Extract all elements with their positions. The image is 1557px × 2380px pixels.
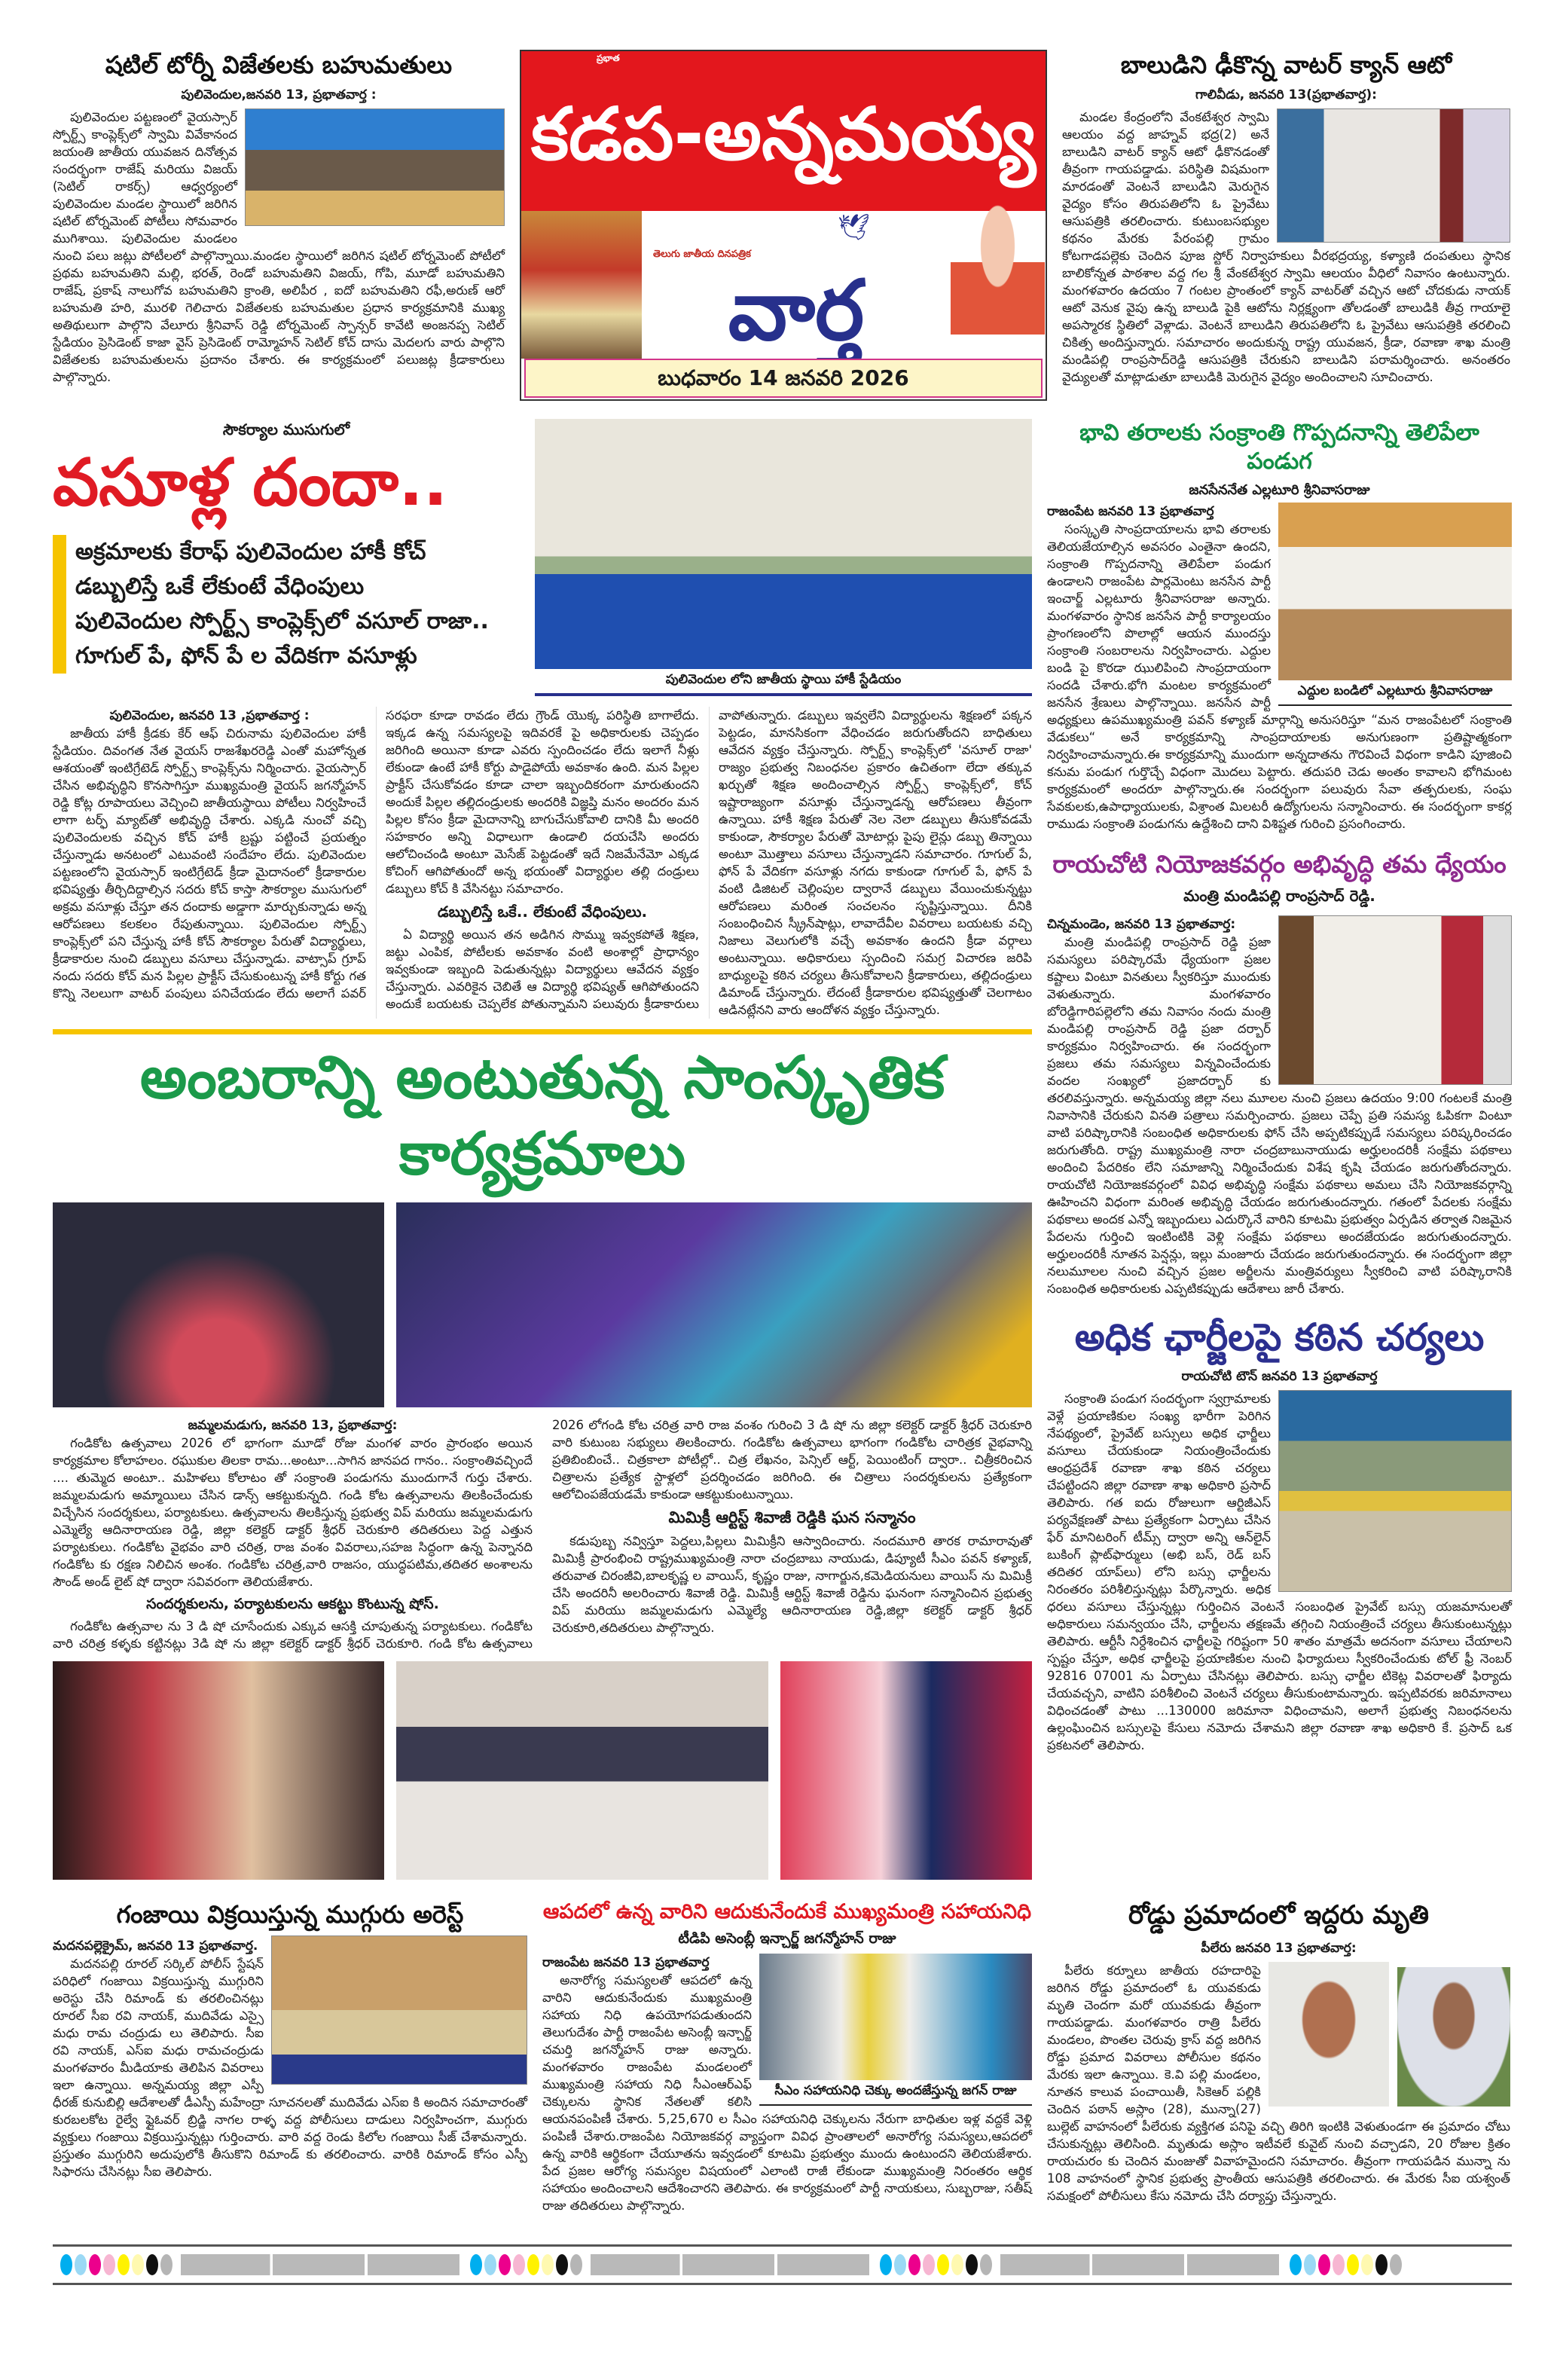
color-swatch-black [556,2254,568,2275]
color-swatch-gray [980,2254,992,2275]
dateline: పులివెందుల, జనవరి 13 ,ప్రభాతవార్త : [109,708,310,723]
mimicry-artist-photo [780,1661,1032,1880]
article-body: సంక్రాంతి పండుగ సందర్భంగా స్వగ్రామాలకు వెళ్లే ప్రయాణికుల సంఖ్య భారీగా పెరిగిన నేపథ్యంలో, ప్రైవేట్ బస్సులు అధిక ఛార్జీలు వసూలు చేయకుండా నియంత్రించేందుకు ఆంధ్రప్రదేశ్ రవాణా శాఖ కఠిన చర్యలు చేపట్టిందని జిల్లా రవాణా శాఖ అధికారి ప్రసాద్ తెలిపారు. గత ఐదు రోజులుగా ఆర్టిజీఎస్ పర్యవేక్షణతో పాటు ప్రత్యేకంగా ఏర్పాటు చేసిన ఫేర్ మానిటరింగ్ టీమ్స్ ద్వారా అన్ని ఆన్‌లైన్ బుకింగ్ ప్లాట్‌ఫార్ములు (అభి బస్, రెడ్ బస్ తదితర యాప్‌లు) లోని బస్సు ఛార్జీలను నిరంతరం పరిశీలిస్తున్నట్లు పేర్కొన్నారు. అధిక ధరలు వసూలు చేస్తున్నట్లు గుర్తించిన వెంటనే సంబంధిత ప్రైవేట్ బస్సు యజమానులతో అధికారులు సమన్వయం చేసి, ఛార్జీలను తక్షణమే తగ్గించి నియంత్రించే చర్యలు తీసుకుంటున్నట్లు తెలిపారు. ఆర్టీసీ నిర్దేశించిన ఛార్జీలపై గరిష్టంగా 50 శాతం మాత్రమే అదనంగా వసూలు చేయాలని స్పష్టం చేస్తూ, అధిక ఛార్జీలపై ప్రయాణికుల నుంచి ఫిర్యాదులు స్వీకరించేందుకు టోల్ ఫ్రీ నెంబర్ 92816 07001 ను ఏర్పాటు చేసినట్లు తెలిపారు. బస్సు ఛార్జీల టికెట్ల వివరాలతో ఫిర్యాదు చేయవచ్చని, వాటిని పరిశీలించి వెంటనే చర్యలు తీసుకుంటామన్నారు. ఇప్పటివరకు జరిమానాలు విధించడంతో పాటు ...130000 జరిమానా విధించామని, అలాగే ప్రభుత్వ నిబంధనలను ఉల్లంఘించిన బస్సులపై కేసులు నమోదు చేశామని జిల్లా రవాణా శాఖ అధికారి కే. ప్రసాద్ ఒక ప్రకటనలో తెలిపారు. [1047,1391,1512,1752]
color-swatch-magenta [1318,2254,1330,2275]
injured-photo [1397,1967,1510,2107]
cultural-photos-row-2 [53,1661,1032,1880]
article-body: మదనపల్లి రూరల్ సర్కిల్ పోలీస్ స్టేషన్ పరిధిలో గంజాయి విక్రయిస్తున్న ముగ్గురిని అరెస్టు చేసి రిమాండ్ కు తరలించినట్లు రూరల్ సీఐ రవి నాయక్, ముదివేడు ఎస్సై మధు రామ చంద్రుడు లు తెలిపారు. సీఐ రవి నాయక్, ఎస్ఐ మధు రామచంద్రుడు మంగళవారం మీడియాకు తెలిపిన వివరాలు ఇలా ఉన్నాయి. అన్నమయ్య జిల్లా ఎస్పీ ధీరజ్ కునుబిల్లి ఆదేశాలతో డీఎస్పీ మహేంద్రా సూచనలతో ముదివేడు ఎస్ఐ కి అందిన సమాచారంతో కురబలకోట రైల్వే ఫ్లైఓవర్ బ్రిడ్జి నాగల రాళ్ళ వద్ద పోలీసులు దాడులు నిర్వహించగా, ముగ్గురు వ్యక్తులు గంజాయి విక్రయిస్తున్నట్లు గుర్తించారు. వారి వద్ద రెండు కిలోల గంజాయి సీజ్ చేశామన్నారు. ప్రస్తుతం ముగ్గురిని అదుపులోకి తీసుకొని రిమాండ్ కు తరలించారు. వారికి రిమాండ్ కోసం ఎస్పీ సిఫారసు చేసినట్లు సీఐ తెలిపారు. [53,1957,527,2180]
article-accident [1047,1899,1510,2204]
color-swatch-magenta [89,2254,101,2275]
dancers-photo [396,1202,1032,1407]
color-swatch-magenta [908,2254,920,2275]
headline: రోడ్డు ప్రమాదంలో ఇద్దరు మృతి [1128,1900,1429,1931]
article-cmrf [542,1899,1032,2214]
cheque-distribution-photo [759,1954,1032,2080]
highlight-item: డబ్బులిస్తే ఒకే లేకుంటే వేధింపులు [75,573,365,600]
kicker: సౌకర్యాల ముసుగులో [222,420,350,438]
color-swatch-yellow [1347,2254,1359,2275]
photo-block [1268,1962,1510,2110]
highlights-list [53,535,520,674]
dateline: గాలివీడు, జనవరి 13(ప్రభాతవార్త): [1195,87,1377,102]
article-body: పీలేరు కర్నూలు జాతీయ రహదారిపై జరిగిన రోడ్డు ప్రమాదంలో ఓ యువకుడు మృతి చెందగా మరో యువకుడు తీవ్రంగా గాయపడ్డాడు. మంగళవారం రాత్రి పీలేరు మండలం, పొంతల చెరువు క్రాస్ వద్ద జరిగిన రోడ్డు ప్రమాద వివరాలు పోలీసుల కథనం మేరకు ఇలా ఉన్నాయి. కె.వి పల్లి మండలం, నూతన కాలువ పంచాయితీ, సికెఆర్ పల్లికి చెందిన పఠాన్ అస్లాం (28), మున్నా(27) బుల్లెట్ వాహనంలో పీలేరుకు వ్యక్తిగత పనిపై వచ్చి తిరిగి ఇంటికి వెళుతుండగా ఈ ప్రమాదం చోటు చేసుకున్నట్లు తెలిసింది. మృతుడు అస్లాం ఇటీవలే కువైట్ నుంచి వచ్చాడని, 20 రోజుల క్రితం రాయచురం కు చెందిన మంజుతో వివాహమైందని సమాచారం. తీవ్రంగా గాయపడిన మున్నా ను 108 వాహనంలో స్థానిక ప్రభుత్వ ప్రాంతీయ ఆసుపత్రికి తరలించారు. ఈ మేరకు సీఐ యశ్వంత్ సమక్షంలో పోలీసులు కేసు నమోదు చేసి దర్యాప్తు చేస్తున్నారు. [1047,1963,1510,2203]
transport-officials-photo [1278,1390,1512,1592]
tagline: తెలుగు జాతీయ దినపత్రిక [653,249,751,260]
vasool-headline-block [53,419,520,674]
stadium-photo-block [535,419,1032,696]
color-swatch-pink [923,2254,935,2275]
masthead-title: కడప-అన్నమయ్య [531,92,1036,176]
bullock-cart-photo [1278,503,1512,680]
color-swatch-yellow [118,2254,130,2275]
registration-swatches [60,2257,1404,2272]
section-subhead: సందర్శకులను, పర్యాటకులను ఆకట్టు కొంటున్న షోస్. [146,1595,439,1612]
gray-scale-bar [591,2254,869,2275]
deity-image [521,211,642,359]
article-sankranti [1047,419,1512,833]
police-arrest-photo [271,1935,527,2085]
article-shuttle [53,50,505,386]
article-ganja [53,1899,527,2180]
masthead [520,50,1047,401]
dateline: చిన్నమండెం, జనవరి 13 ప్రభాతవార్త: [1047,917,1236,932]
color-swatch-black [1375,2254,1388,2275]
subhead: మంత్రి మండిపల్లి రాంప్రసాద్ రెడ్డి. [1183,887,1375,905]
headline: గంజాయి విక్రయిస్తున్న ముగ్గురు అరెస్ట్ [116,1900,464,1929]
color-swatch-cyan [60,2254,72,2275]
divider [53,1029,1032,1034]
color-swatch-yellow [937,2254,949,2275]
color-swatch-black [146,2254,158,2275]
cultural-headline: అంబరాన్ని అంటుతున్న సాంస్కృతిక కార్యక్రమాలు [139,1044,945,1189]
color-swatch-light-yellow [542,2254,554,2275]
color-swatch-cyan [1290,2254,1302,2275]
main-column [53,419,1032,1880]
article-body: గండికోట ఉత్సవాల ను 3 డి షో చూసేందుకు ఎక్కువ ఆసక్తి చూపుతున్న పర్యాటకులు. గండికోట వారి చరిత్ర కళ్ళకు కట్టినట్లు 3డి షో ను జిల్లా కలెక్టర్ డాక్టర్ శ్రీధర్ చెరుకూరి. గండి కోట ఉత్సవాలు 2026 లోగండి కోట చరిత్ర వారి రాజ వంశం గురించి 3 డి షో ను జిల్లా కలెక్టర్ డాక్టర్ శ్రీధర్ చెరుకూరి వారి కుటుంబ సభ్యులు తిలకించారు. గండికోట ఉత్సవాలు భాగంగా గండికోట చారిత్రక వైభవాన్ని ప్రతిబింబించే.. చిత్రకాలా పోటీల్లో.. చిత్ర లేఖనం, పెన్సిల్ ఆర్ట్, పెయింటింగ్ ద్వారా.. చిత్రీకరించిన చిత్రాలను ప్రత్యేక స్టాళ్లలో ప్రదర్శించడం జరిగింది. ఈ చిత్రాలు సందర్శకులను ప్రత్యేకంగా ఆలోచింపజేయడమే కాకుండా ఆకట్టుకుంటున్నాయి. [53,1417,1032,1651]
color-registration-bar [53,2244,1512,2285]
color-swatch-gray [160,2254,172,2275]
color-swatch-magenta [499,2254,511,2275]
color-swatch-yellow [527,2254,539,2275]
headline: రాయచోటి నియోజకవర్గం అభివృద్ధి తమ ధ్యేయం [1052,850,1507,878]
dateline: రాయచోటి టౌన్ జనవరి 13 ప్రభాతవార్త [1181,1368,1378,1384]
dateline: మదనపల్లెక్రైమ్, జనవరి 13 ప్రభాతవార్త. [53,1939,258,1954]
praja-darbar-photo [1278,915,1512,1085]
hospital-photo [1277,108,1510,243]
photo-caption: ఎద్దుల బండిలో ఎల్లటూరు శ్రీనివాసరాజు [1278,680,1512,706]
color-swatch-pink [1333,2254,1345,2275]
article-body: పులివెందుల పట్టణంలో వైయస్సార్ స్పోర్ట్స్ కాంప్లెక్స్‌లో స్వామి వివేకానంద జయంతి జాతీయ యువజన దినోత్సవ సందర్భంగా రాజేష్ మరియు విజయ్ (సెటిల్ రాకర్స్) ఆధ్వర్యంలో పులివెందుల మండల స్థాయిలో జరిగిన షటిల్ టోర్నమెంట్ పోటీలు సోమవారం ముగిశాయి. పులివెందుల మండలం నుంచి పలు జట్లు పోటీలలో పాల్గొన్నాయి.మండల స్థాయిలో జరిగిన షటిల్ టోర్నమెంట్ పోటీలో ప్రథమ బహుమతిని మల్లి, భరత్, రెండో బహుమతిని విజయ్, గోపి, మూడో బహుమతిని రాజేష్, ప్రకాష్ నాలుగోవ బహుమతిని క్రాంతి, అలిపీర , ఐదో బహుమతిని రఫీ,అరుణ్ ఆరో బహుమతి హరి, మురళి గెలిచారు విజేతలకు బహుమతుల ప్రధాన కార్యక్రమానికి ముఖ్య అతిథులుగా పాల్గొని వేలూరు శ్రీనివాస్ రెడ్డి టోర్నమెంట్ స్పాన్సర్ కావేటి అంజనప్ప సెటిల్ స్టేడియం ప్రెసిడెంట్ కాజా వైస్ ప్రెసిడెంట్ రామ్మోహన్ సెటిల్ కోచ్ దాసు మెదలగు వారు పాల్గొని విజేతలకు బహుమతులను ప్రదానం చేశారు. ఈ కార్యక్రమంలో పలుజట్ల క్రీడాకారులు పాల్గొన్నారు. [53,110,505,384]
article-body: మండల కేంద్రంలోని వేంకటేశ్వర స్వామి ఆలయం వద్ద జాహ్నవ్ భద్ర(2) అనే బాలుడిని వాటర్ క్యాన్ ఆటో ఢీకొనడంతో తీవ్రంగా గాయపడ్డాడు. పరిస్థితి విషమంగా మారడంతో వెంటనే బాలుడిని మెరుగైన వైద్యం కోసం తిరుపతిలోని ఓ ప్రైవేటు ఆసుపత్రికి తరలించారు. కుటుంబసభ్యుల కథనం మేరకు పేరంపల్లి గ్రామం కోటగాడపల్లెకు చెందిన పూజ స్టోర్ నిర్వాహకులు వీరభద్రయ్య, కళ్యాణి దంపతులు స్థానిక బాలికోన్నత పాఠశాల వద్ద గల శ్రీ వేంకటేశ్వర స్వామి ఆలయం వీధిలో నివాసం ఉంటున్నారు. మంగళవారం ఉదయం 7 గంటల ప్రాంతంలో క్యాన్ వాటర్‌తో వచ్చిన ఆటో చోదకుడు నాయక్ ఆటో వెనుక వైపు ఉన్న బాలుడి పైకి ఆటోను నిర్లక్ష్యంగా తోలడంతో బాలుడికి తీవ్ర గాయాలై అపస్మారక స్థితిలో వెళ్లాడు. వెంటనే బాలుడిని తిరుపతిలోని ఓ ప్రైవేటు ఆసుపత్రికి తరలించి చికిత్స అందిస్తున్నారు. సమాచారం అందుకున్న రాష్ట్ర యువజన, క్రీడా, రవాణా శాఖ మంత్రి మండిపల్లి రాంప్రసాద్‌రెడ్డి ఆసుపత్రికి చేరుకుని బాలుడిని పరామర్శించారు. అనంతరం వైద్యులతో మాట్లాడుతూ బాలుడికి మెరుగైన వైద్యం అందించాలని సూచించారు. [1062,110,1510,384]
bottom-row [53,1899,1512,2214]
main-headline: వసూళ్ల దందా.. [53,445,448,521]
article-body: ఏ విద్యార్థి అయిన తన అడిగిన సొమ్ము ఇవ్వకపోతే శిక్షణ, జట్టు ఎంపిక, పోటీలకు అవకాశం వంటి అంశాల్లో ప్రాధాన్యం ఇవ్వకుండా ఇబ్బంది పెడుతున్నట్లు విద్యార్థులు ఆవేదన వ్యక్తం చేస్తున్నారు. ఎవరికైన చెబితే ఆ విద్యార్థి భవిష్యత్ ఆగిపోతుందని అందుకే బయటకు చెప్పలేక పోతున్నామని పలువురు క్రీడాకారులు వాపోతున్నారు. డబ్బులు ఇవ్వలేని విద్యార్థులను శిక్షణలో పక్కన పెట్టడం, మానసికంగా వేధించడం జరుగుతోందని బాధితులు ఆవేదన వ్యక్తం చేస్తున్నారు. స్పోర్ట్స్ కాంప్లెక్స్‌లో 'వసూల్ రాజా' రాజ్యం ప్రభుత్వ నిబంధనల ప్రకారం ఉచితంగా లేదా తక్కువ ఖర్చుతో శిక్షణ అందించాల్సిన స్పోర్ట్స్ కాంప్లెక్స్‌లో, కోచ్ ఇష్టారాజ్యంగా వసూళ్లు చేస్తున్నాడన్న ఆరోపణలు తీవ్రంగా ఉన్నాయి. హాకీ శిక్షణ పేరుతో నెల నెలా డబ్బులు తీసుకోవడమే కాకుండా, సౌకర్యాల పేరుతో మోటార్లు పైపు లైన్లు డబ్బు తిన్నాయి అంటూ మొత్తాలు వసూలు చేస్తున్నాడని సమాచారం. గూగుల్ పే, ఫోన్ పే వేదికగా వసూళ్లు నగదు కాకుండా గూగుల్ పే, ఫోన్ పే వంటి డిజిటల్ చెల్లింపుల ద్వారానే డబ్బులు వేయించుకున్నట్టు ఆరోపణలు మరింత సంచలనం సృష్టిస్తున్నాయి. దీనికి సంబంధించిన స్క్రీన్‌షాట్లు, లావాదేవీల వివరాలు బయటకు వచ్చి నిజాలు వెలుగులోకి వచ్చే అవకాశం ఉందని క్రీడా వర్గాలు అంటున్నాయి. అధికారులు స్పందించి సమగ్ర విచారణ జరిపి బాధ్యులపై కఠిన చర్యలు తీసుకోవాలని క్రీడాకారులు, తల్లిదండ్రులు డిమాండ్ చేస్తున్నారు. లేదంటే క్రీడాకారుల భవిష్యత్తుతో చెలగాటం ఆడినట్లేనని వారు ఆందోళన వ్యక్తం చేస్తున్నారు. [386,708,1032,1017]
headline: బాలుడిని ఢీకొన్న వాటర్ క్యాన్ ఆటో [1120,50,1452,79]
article-auto [1062,50,1510,386]
color-swatch-cyan [470,2254,482,2275]
photo-block [759,1954,1032,2106]
cultural-photos-row-1 [53,1202,1032,1407]
hockey-stadium-photo [535,419,1032,669]
dateline: పీలేరు జనవరి 13 ప్రభాతవార్త: [1201,1940,1357,1956]
section-subhead: మిమిక్రీ ఆర్టిస్ట్ శివాజీ రెడ్డికి ఘన సన్మానం [668,1508,916,1526]
article-body: సంస్కృతి సాంప్రదాయాలను భావి తరాలకు తెలియజేయాల్సిన అవసరం ఎంతైనా ఉందని, సంక్రాంతి గొప్పదనాన్ని తెలిపేలా పండుగ ఉండాలని రాజంపేట పార్లమెంటు జనసేన పార్టీ ఇంచార్జ్ ఎల్లటూరు శ్రీనివాసరాజు అన్నారు. మంగళవారం స్థానిక జనసేన పార్టీ కార్యాలయం ప్రాంగణంలోని పొలాల్లో ఆయన ముందస్తు సంక్రాంతి సంబరాలను నిర్వహించారు. ఎద్దుల బండి పై కొరడా ఝులిపించి సాంప్రదాయంగా సందడి చేశారు.భోగి మంటల కార్యక్రమంలో జనసేన శ్రేణులు పాల్గొన్నాయి. జనసేన పార్టీ అధ్యక్షులు ఉపముఖ్యమంత్రి పవన్ కళ్యాణ్ మార్గాన్ని అనుసరిస్తూ “మన రాజంపేటలో సంక్రాంతి వేడుకలు“ అనే కార్యక్రమాన్ని సాంప్రదాయాలకు అనుగుణంగా ప్రతిష్టాత్మకంగా నిర్వహించామన్నారు.ఈ కార్యక్రమాన్ని ముందుగా అన్నదాతను గౌరవించే విధంగా కాడిని పూజించి కనుమ పండుగ గుర్తొచ్చే విధంగా మొదలు పెట్టారు. తదుపరి చెడు అంతం కావాలని భోగిమంట కార్యక్రమంలో అందరూ పాల్గొన్నారు.ఈ సందర్భంగా పలువురు సేవా తత్పరులకు, సంఘ సేవకులకు,ఉపాధ్యాయులకు, విశ్రాంత మిలటరీ ఉద్యోగులను సన్మానించారు. ఈ సందర్భంగా కాకర్ల రాముడు సంక్రాంతి పండుగను ఉద్దేశించి దాని విశిష్టత గురించి ప్రసంగించారు. [1047,522,1512,831]
dateline: పులివెందుల,జనవరి 13, ప్రభాతవార్త : [181,87,377,102]
article-body-cultural [53,1416,1032,1653]
highlight-item: అక్రమాలకు కేరాఫ్ పులివెందుల హాకీ కోచ్ [75,538,426,565]
color-swatch-pink [103,2254,115,2275]
victim-photo [1268,1962,1389,2107]
dove-icon: 🕊 [838,212,871,243]
middle-row [53,419,1512,1880]
vasool-top [53,419,1032,696]
article-body: మంత్రి మండిపల్లి రాంప్రసాద్ రెడ్డి ప్రజా సమస్యలు పరిష్కారమే ధ్యేయంగా ప్రజల కష్టాలు వింటూ వినతులు స్వీకరిస్తూ ముందుకు వెళుతున్నారు. మంగళవారం బోరెడ్డిగారిపల్లెలోని తమ నివాసం నందు మంత్రి మండిపల్లి రాంప్రసాద్ రెడ్డి ప్రజా దర్బార్ కార్యక్రమం నిర్వహించారు. ఈ సందర్భంగా ప్రజలు తమ సమస్యలు విన్నవించేందుకు వందల సంఖ్యలో ప్రజాదర్బార్ కు తరలివస్తున్నారు. అన్నమయ్య జిల్లా నలు మూలల నుంచి ప్రజలు ఉదయం 9:00 గంటలకే మంత్రి నివాసానికి చేరుకుని వినతి పత్రాలు సమర్పించారు. ప్రజలు చెప్పే ప్రతి సమస్య ఓపికగా వింటూ వాటి పరిష్కారానికి సంబంధిత అధికారులకు ఫోన్ చేసి అప్పటికప్పుడే సమస్యలు పరిష్కరించడం జరుగుతోంది. రాష్ట్ర ముఖ్యమంత్రి నారా చంద్రబాబునాయుడు అర్హులందరికీ సంక్షేమ పథకాలు అందించి పేదరికం లేని సమాజాన్ని నిర్మించేందుకు విశేష కృషి చేయడం జరుగుతోందన్నారు. రాయచోటి నియోజకవర్గంలో వివిధ అభివృద్ధి సంక్షేమ పథకాలు అమలు చేసి నియోజకవర్గాన్ని ఊహించని విధంగా మరింత అభివృద్ధి చేయడం జరుగుతుందన్నారు. గతంలో పేదలకు సంక్షేమ పథకాలు అందక ఎన్నో ఇబ్బందులు ఎదుర్కొనే వారిని కూటమి ప్రభుత్వం ఏర్పడిన తర్వాత నిజమైన పేదలను గుర్తించి ఇంటింటికి వెళ్లి సంక్షేమ పథకాలు అందజేయడం జరుగుతుందన్నారు. అర్హులందరికీ నూతన పెన్షన్లు, ఇల్లు మంజూరు చేయడం జరుగుతుందన్నారు. ఈ సందర్భంగా జిల్లా నలుమూలల నుంచి వచ్చిన ప్రజల అర్జీలను మంత్రివర్యులు స్వీకరించి వాటి పరిష్కారానికి సంబంధిత అధికారులకు ఎప్పటికప్పుడు ఆదేశాలు జారీ చేశారు. [1047,935,1512,1296]
logo-small-text: ప్రభాత [597,53,620,63]
article-body: అనారోగ్య సమస్యలతో ఆపదలో ఉన్న వారిని ఆదుకునేందుకు ముఖ్యమంత్రి సహాయ నిధి ఉపయోగపడుతుందని తెలుగుదేశం పార్టీ రాజంపేట అసెంబ్లీ ఇన్చార్జ్ చమర్తి జగన్మోహన్ రాజు అన్నారు. మంగళవారం రాజంపేట మండలంలో ముఖ్యమంత్రి సహాయ నిధి సీఎంఆర్ఎఫ్ చెక్కులను స్థానిక నేతలతో కలిసి ఆయనపంపిణీ చేశారు. 5,25,670 ల సీఎం సహాయనిధి చెక్కులను నేరుగా బాధితుల ఇళ్ల వద్దకే వెళ్లి పంపిణీ చేశారు.రాజంపేట నియోజకవర్గ వ్యాప్తంగా వివిధ ప్రాంతాలలో అనారోగ్య సమస్యలు,ఆపదలో ఉన్న వారికి ఆర్థికంగా చేయూతను ఇవ్వడంలో కూటమి ప్రభుత్వం ముందు ఉంటుందని తెలియజేశారు. పేద ప్రజల ఆరోగ్య సమస్యల విషయంలో ఎలాంటి రాజీ లేకుండా ముఖ్యమంత్రి నిరంతరం ఆర్థిక సహాయం అందించాలని ఆదేశించారని తెలిపారు. ఈ కార్యక్రమంలో పార్టీ నాయకులు, సుబ్బరాజు, సతీష్ రాజు తదితరులు పాల్గొన్నారు. [542,1973,1032,2213]
dignitaries-photo [396,1661,768,1880]
article-body-vasool [53,707,1032,1019]
color-swatch-gray [1390,2254,1402,2275]
color-swatch-pink [513,2254,525,2275]
gray-scale-bar [181,2254,459,2275]
color-swatch-light-cyan [894,2254,906,2275]
highlight-item: గూగుల్ పే, ఫోన్ పే ల వేదికగా వసూళ్లు [75,642,417,669]
dateline: జమ్మలమడుగు, జనవరి 13, ప్రభాతవార్త: [188,1417,398,1433]
color-swatch-light-cyan [75,2254,87,2275]
photo-block [1278,503,1512,706]
photo-caption: సీఎం సహాయనిధి చెక్కు అందజేస్తున్న జగన్ రాజు [759,2080,1032,2106]
folk-dance-photo [53,1661,384,1880]
night-crowd-photo [53,1202,384,1407]
subhead: జనసేననేత ఎల్లటూరి శ్రీనివాసరాజు [1189,482,1370,498]
section-subhead: డబ్బులిస్తే ఒకే.. లేకుంటే వేధింపులు. [437,903,648,921]
color-swatch-light-cyan [484,2254,496,2275]
headline: ఆపదలో ఉన్న వారిని ఆదుకునేందుకే ముఖ్యమంత్రి సహాయనిధి [542,1900,1032,1924]
right-sidebar [1047,419,1512,1754]
photo-caption: పులివెందుల లోని జాతీయ స్థాయి హాకీ స్టేడియం [535,669,1032,696]
masthead-name: వార్త [728,262,865,359]
color-swatch-light-yellow [951,2254,963,2275]
color-swatch-light-yellow [1361,2254,1373,2275]
dateline: రాజంపేట జనవరి 13 ప్రభాతవార్త [542,1955,710,1971]
article-body: కడుపుబ్బ నవ్విస్తూ పెద్దలు,పిల్లలు మిమిక్రీని ఆస్వాదించారు. నందమూరి తారక రామారావుతో మిమిక్రీ ప్రారంభించి రాష్ట్రముఖ్యమంత్రి నారా చంద్రబాబు నాయుడు, డిప్యూటీ సీఎం పవన్ కళ్యాణ్, తరువాత చిరంజీవి,బాలకృష్ణ ల వాయిస్, కృష్ణం రాజు, నాగార్జున,కమెడియనులు వాయిస్ ను మిమిక్రీ చేసి అందరినీ అలరించారు శివాజీ రెడ్డి. మిమిక్రీ ఆర్టిస్ట్ శివాజీ రెడ్డిను ఘనంగా సన్మానించిన ప్రభుత్వ విప్ మరియు జమ్మలమడుగు ఎమ్మెల్యే ఆదినారాయణ రెడ్డి,జిల్లా కలెక్టర్ డాక్టర్ శ్రీధర్ చెరుకూరి,తదితరులు పాల్గొన్నారు. [552,1534,1032,1636]
dateline: రాజంపేట జనవరి 13 ప్రభాతవార్త [1047,504,1214,519]
article-rayachoti [1047,849,1512,1297]
top-row [53,50,1512,401]
annamayya-figure-image [951,198,1045,359]
headline: భావి తరాలకు సంక్రాంతి గొప్పదనాన్ని తెలిపేలా పండుగ [1079,420,1479,475]
headline: షటిల్ టోర్నీ విజేతలకు బహుమతులు [105,50,453,79]
article-body: జాతీయ హాకీ క్రీడకు కేర్ ఆఫ్ చిరునామ పులివెందుల హాకీ స్టేడియం. దివంగత నేత వైయస్ రాజశేఖరరెడ్డి ఎంతో మహోన్నత ఆశయంతో ఇంటిగ్రేటెడ్ స్పోర్ట్స్ కాంప్లెక్స్‌ను నిర్మించారు. వైయస్సార్ చేసిన అభివృద్ధిని కొనసాగిస్తూ ముఖ్యమంత్రి వైయస్ జగన్మోహన్ రెడ్డి కోట్ల రూపాయలు వెచ్చించి జాతీయస్థాయి పోటీలు నిర్వహించే లాగా టర్ఫ్ మ్యాట్‌తో అభివృద్ధి చేశారు. ఎక్కడి నుంచో వచ్చి పులివెందులకు వచ్చిన కోచ్ హాకీ బ్రష్టు పట్టించే ప్రయత్నం చేస్తున్నాడు అనటంలో ఎటువంటి సందేహం లేదు. పులివెందుల పట్టణంలోని వైయస్సార్ ఇంటిగ్రేటెడ్ క్రీడా మైదానంలో క్రీడాకారుల భవిష్యత్తు తీర్చిదిద్దాల్సిన సదరు కోచ్ కాస్తా సౌకర్యాల ముసుగులో అక్రమ వసూళ్లు చేస్తూ తన దందాకు అడ్డాగా మార్చుకున్నాడు అన్న ఆరోపణలు కలకలం రేపుతున్నాయి. పులివెందుల స్పోర్ట్స్ కాంప్లెక్స్‌లో పని చేస్తున్న హాకీ కోచ్ సౌకర్యాల పేరుతో విద్యార్థులు, క్రీడాకారుల నుంచి డబ్బులు వసూలు చేస్తున్నాడు. వాట్సాప్ గ్రూప్ నందు సదరు కోచ్ మన పిల్లల ప్రాక్టీస్ చేసుకుంటున్న హాకీ కోర్టు గత కొన్ని నెలలుగా వాటర్ పంపులు పనిచేయడం లేదు అలాగే పవర్ సరఫరా కూడా రావడం లేదు గ్రౌండ్ యొక్క పరిస్థితి బాగాలేదు. ఇక్కడ ఉన్న సమస్యలపై ఇదివరకే పై అధికారులకు చెప్పడం జరిగింది అయినా కూడా ఎవరు స్పందించడం లేదు ఇలాగే నీళ్లు లేకుండా ఉంటే హాకీ కోర్టు పాడైపోయే అవకాశం ఉంది. మన పిల్లల ప్రాక్టీస్ చేసుకోవడం కూడా చాలా ఇబ్బందికరంగా మారుతుందని అందుకే పిల్లల తల్లిదండ్రులకు అందరికి విజ్ఞప్తి మనం అందరం మన పిల్లల కోసం క్రీడా మైదానాన్ని బాగుచేసుకోవాలి దానికి మీ అందరి సహకారం అన్ని విధాలుగా ఉండాలి దయచేసి అందరు ఆలోచించండి అంటూ మెసేజ్ పెట్టడంతో ఇదే నిజమేనేమో ఎక్కడ కోచింగ్ ఆగిపోతుందో అన్న భయంతో విద్యార్థుల తల్లి దండ్రులు డబ్బులు కోచ్ కి వేసినట్టు సమాచారం. [53,708,699,1001]
subhead: టీడిపి అసెంబ్లీ ఇన్చార్జ్ జగన్మోహన్ రాజు [678,1930,896,1948]
issue-date: బుధవారం 14 జనవరి 2026 [524,359,1043,398]
article-body: గండికోట ఉత్సవాలు 2026 లో భాగంగా మూడో రోజు మంగళ వారం ప్రారంభం అయిన కార్యక్రమాల కోలాహలం. రఘుకుల తిలకా రామ...అంటూ...సాగిన జానపద గానం.. సంక్రాంతివచ్చిందే .... తుమ్మెద అంటూ.. మహిళలు కోలాటం తో సంక్రాంతి పండుగను ముందుగానే గుర్తు చేశారు. జమ్మలమడుగు అమ్మాయిలు చేసిన డాన్స్ ఆకట్టుకున్నది. గండి కోట ఉత్సవాలను తిలకించేందుకు విచ్చేసిన సందర్శకులు, పర్యాటకులు. ఉత్సవాలను తిలకిస్తున్న ప్రభుత్వ విప్ మరియు జమ్మలమడుగు ఎమ్మెల్యే ఆదినారాయణ రెడ్డి, జిల్లా కలెక్టర్ డాక్టర్ శ్రీధర్ చెరుకూరి తదితరులు పెద్ద ఎత్తున పర్యాటకులు. గండికోట వైభవం వారి చరిత్ర, రాజ వంశం వివరాలు,సహజ సిద్ధంగా ఉన్న పెన్నానది గండికోట కు రక్షణ నిలిచిన అంశం. గండికోట చరిత్ర,వారి రాజసం, యుద్ధపటిమ,తదితర అంశాలను సౌండ్ అండ్ లైట్ షో ద్వారా సవివరంగా తెలియజేశారు. [53,1435,533,1589]
headline: అధిక ఛార్జీలపై కఠిన చర్యలు [1074,1315,1485,1359]
shuttle-team-photo [245,108,505,226]
color-swatch-cyan [880,2254,892,2275]
color-swatch-light-yellow [132,2254,144,2275]
gray-scale-bar [1000,2254,1279,2275]
color-swatch-light-cyan [1304,2254,1316,2275]
highlight-item: పులివెందుల స్పోర్ట్స్ కాంప్లెక్స్‌లో వసూల్ రాజా.. [75,607,489,634]
color-swatch-black [966,2254,978,2275]
color-swatch-gray [570,2254,582,2275]
article-charges [1047,1314,1512,1754]
